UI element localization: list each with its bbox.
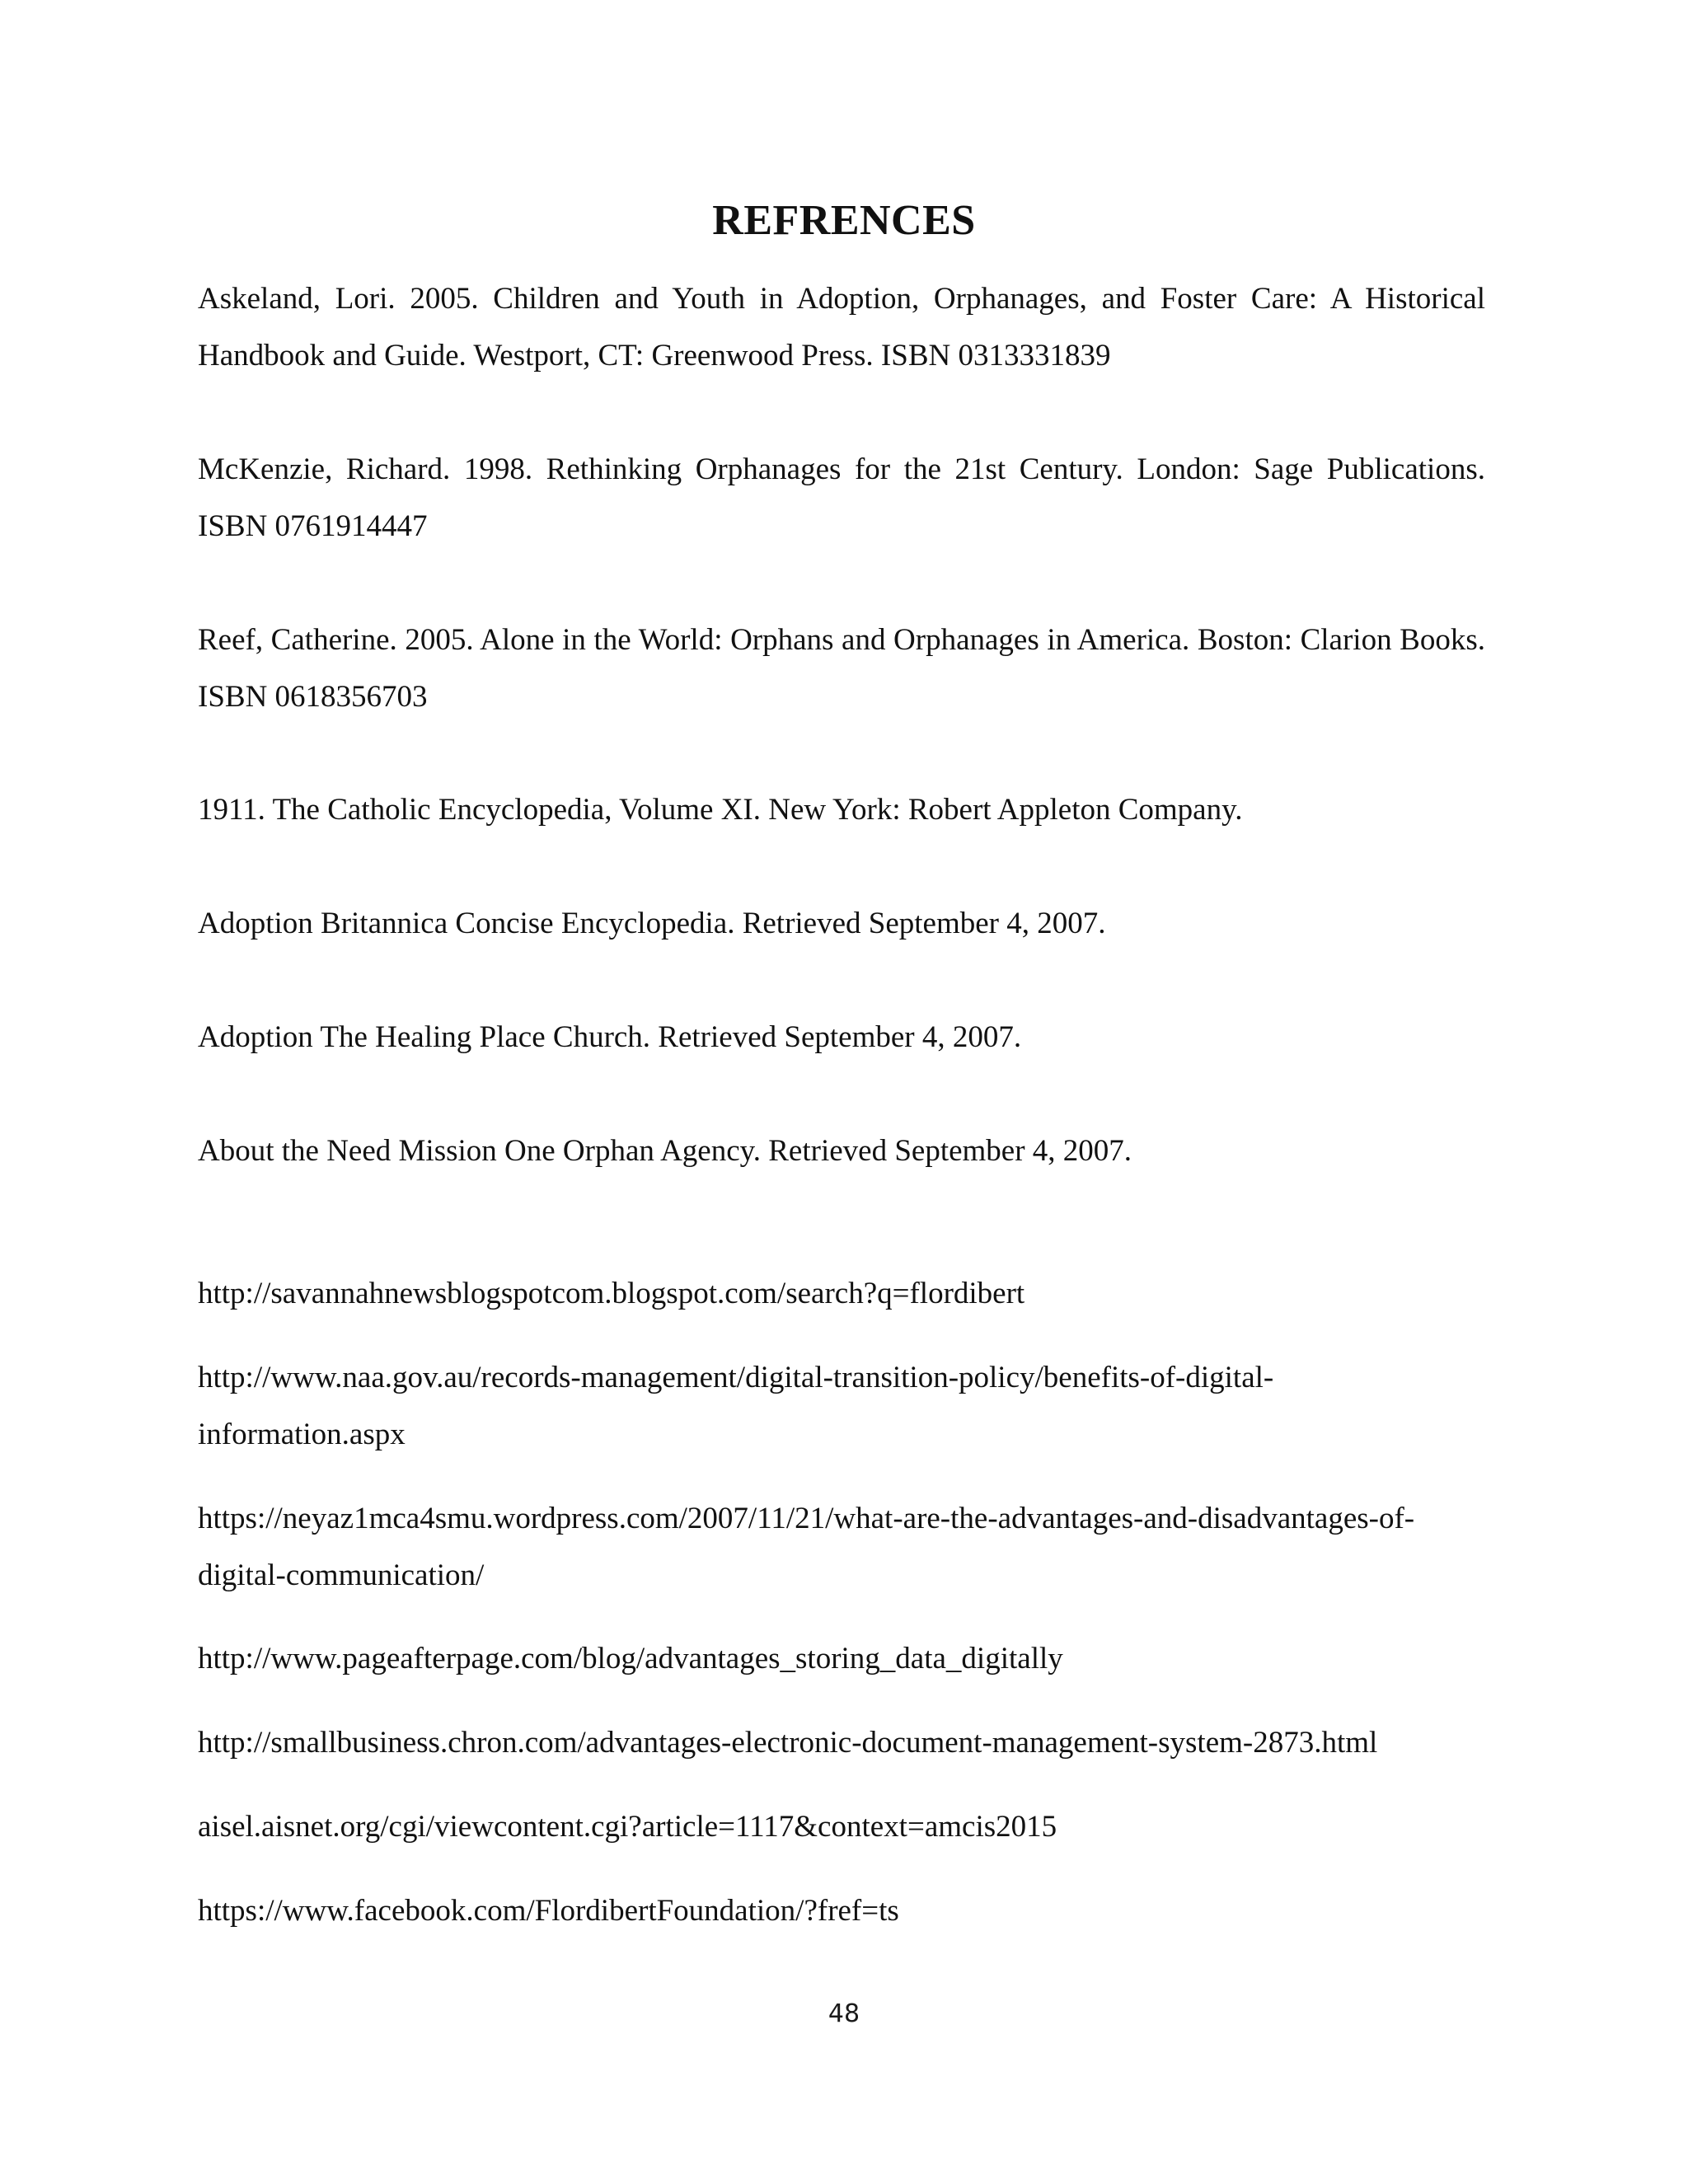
reference-mckenzie: McKenzie, Richard. 1998. Rethinking Orphanages for the 21st Century. London: Sage Publications. ISBN 0761914447 xyxy=(198,452,1485,543)
reference-askeland: Askeland, Lori. 2005. Children and Youth in Adoption, Orphanages, and Foster Care: A Historical Handbook and Guide. Westport, CT: Greenwood Press. ISBN 0313331839 xyxy=(198,282,1485,373)
reference-url-neyaz: https://neyaz1mca4smu.wordpress.com/2007/11/21/what-are-the-advantages-and-disadvantages-of-digital-communication/ xyxy=(198,1502,1415,1592)
page-title: REFRENCES xyxy=(712,197,976,244)
reference-url-facebook: https://www.facebook.com/FlordibertFoundation/?fref=ts xyxy=(198,1894,899,1928)
reference-reef: Reef, Catherine. 2005. Alone in the World: Orphans and Orphanages in America. Boston: Clarion Books. ISBN 0618356703 xyxy=(198,623,1485,714)
reference-url-chron: http://smallbusiness.chron.com/advantages-electronic-document-management-system-2873.html xyxy=(198,1726,1378,1760)
reference-url-naa: http://www.naa.gov.au/records-management/digital-transition-policy/benefits-of-digital-information.aspx xyxy=(198,1361,1274,1451)
reference-url-aisel: aisel.aisnet.org/cgi/viewcontent.cgi?article=1117&context=amcis2015 xyxy=(198,1810,1057,1844)
reference-url-savannahnews: http://savannahnewsblogspotcom.blogspot.com/search?q=flordibert xyxy=(198,1277,1025,1310)
reference-catholic-encyclopedia: 1911. The Catholic Encyclopedia, Volume XI. New York: Robert Appleton Company. xyxy=(198,793,1243,827)
reference-britannica: Adoption Britannica Concise Encyclopedia. Retrieved September 4, 2007. xyxy=(198,907,1106,940)
reference-healing-place: Adoption The Healing Place Church. Retrieved September 4, 2007. xyxy=(198,1020,1022,1054)
reference-mission-one: About the Need Mission One Orphan Agency. Retrieved September 4, 2007. xyxy=(198,1134,1132,1168)
page-number: 48 xyxy=(828,1999,860,2028)
reference-url-pageafterpage: http://www.pageafterpage.com/blog/advantages_storing_data_digitally xyxy=(198,1642,1063,1675)
